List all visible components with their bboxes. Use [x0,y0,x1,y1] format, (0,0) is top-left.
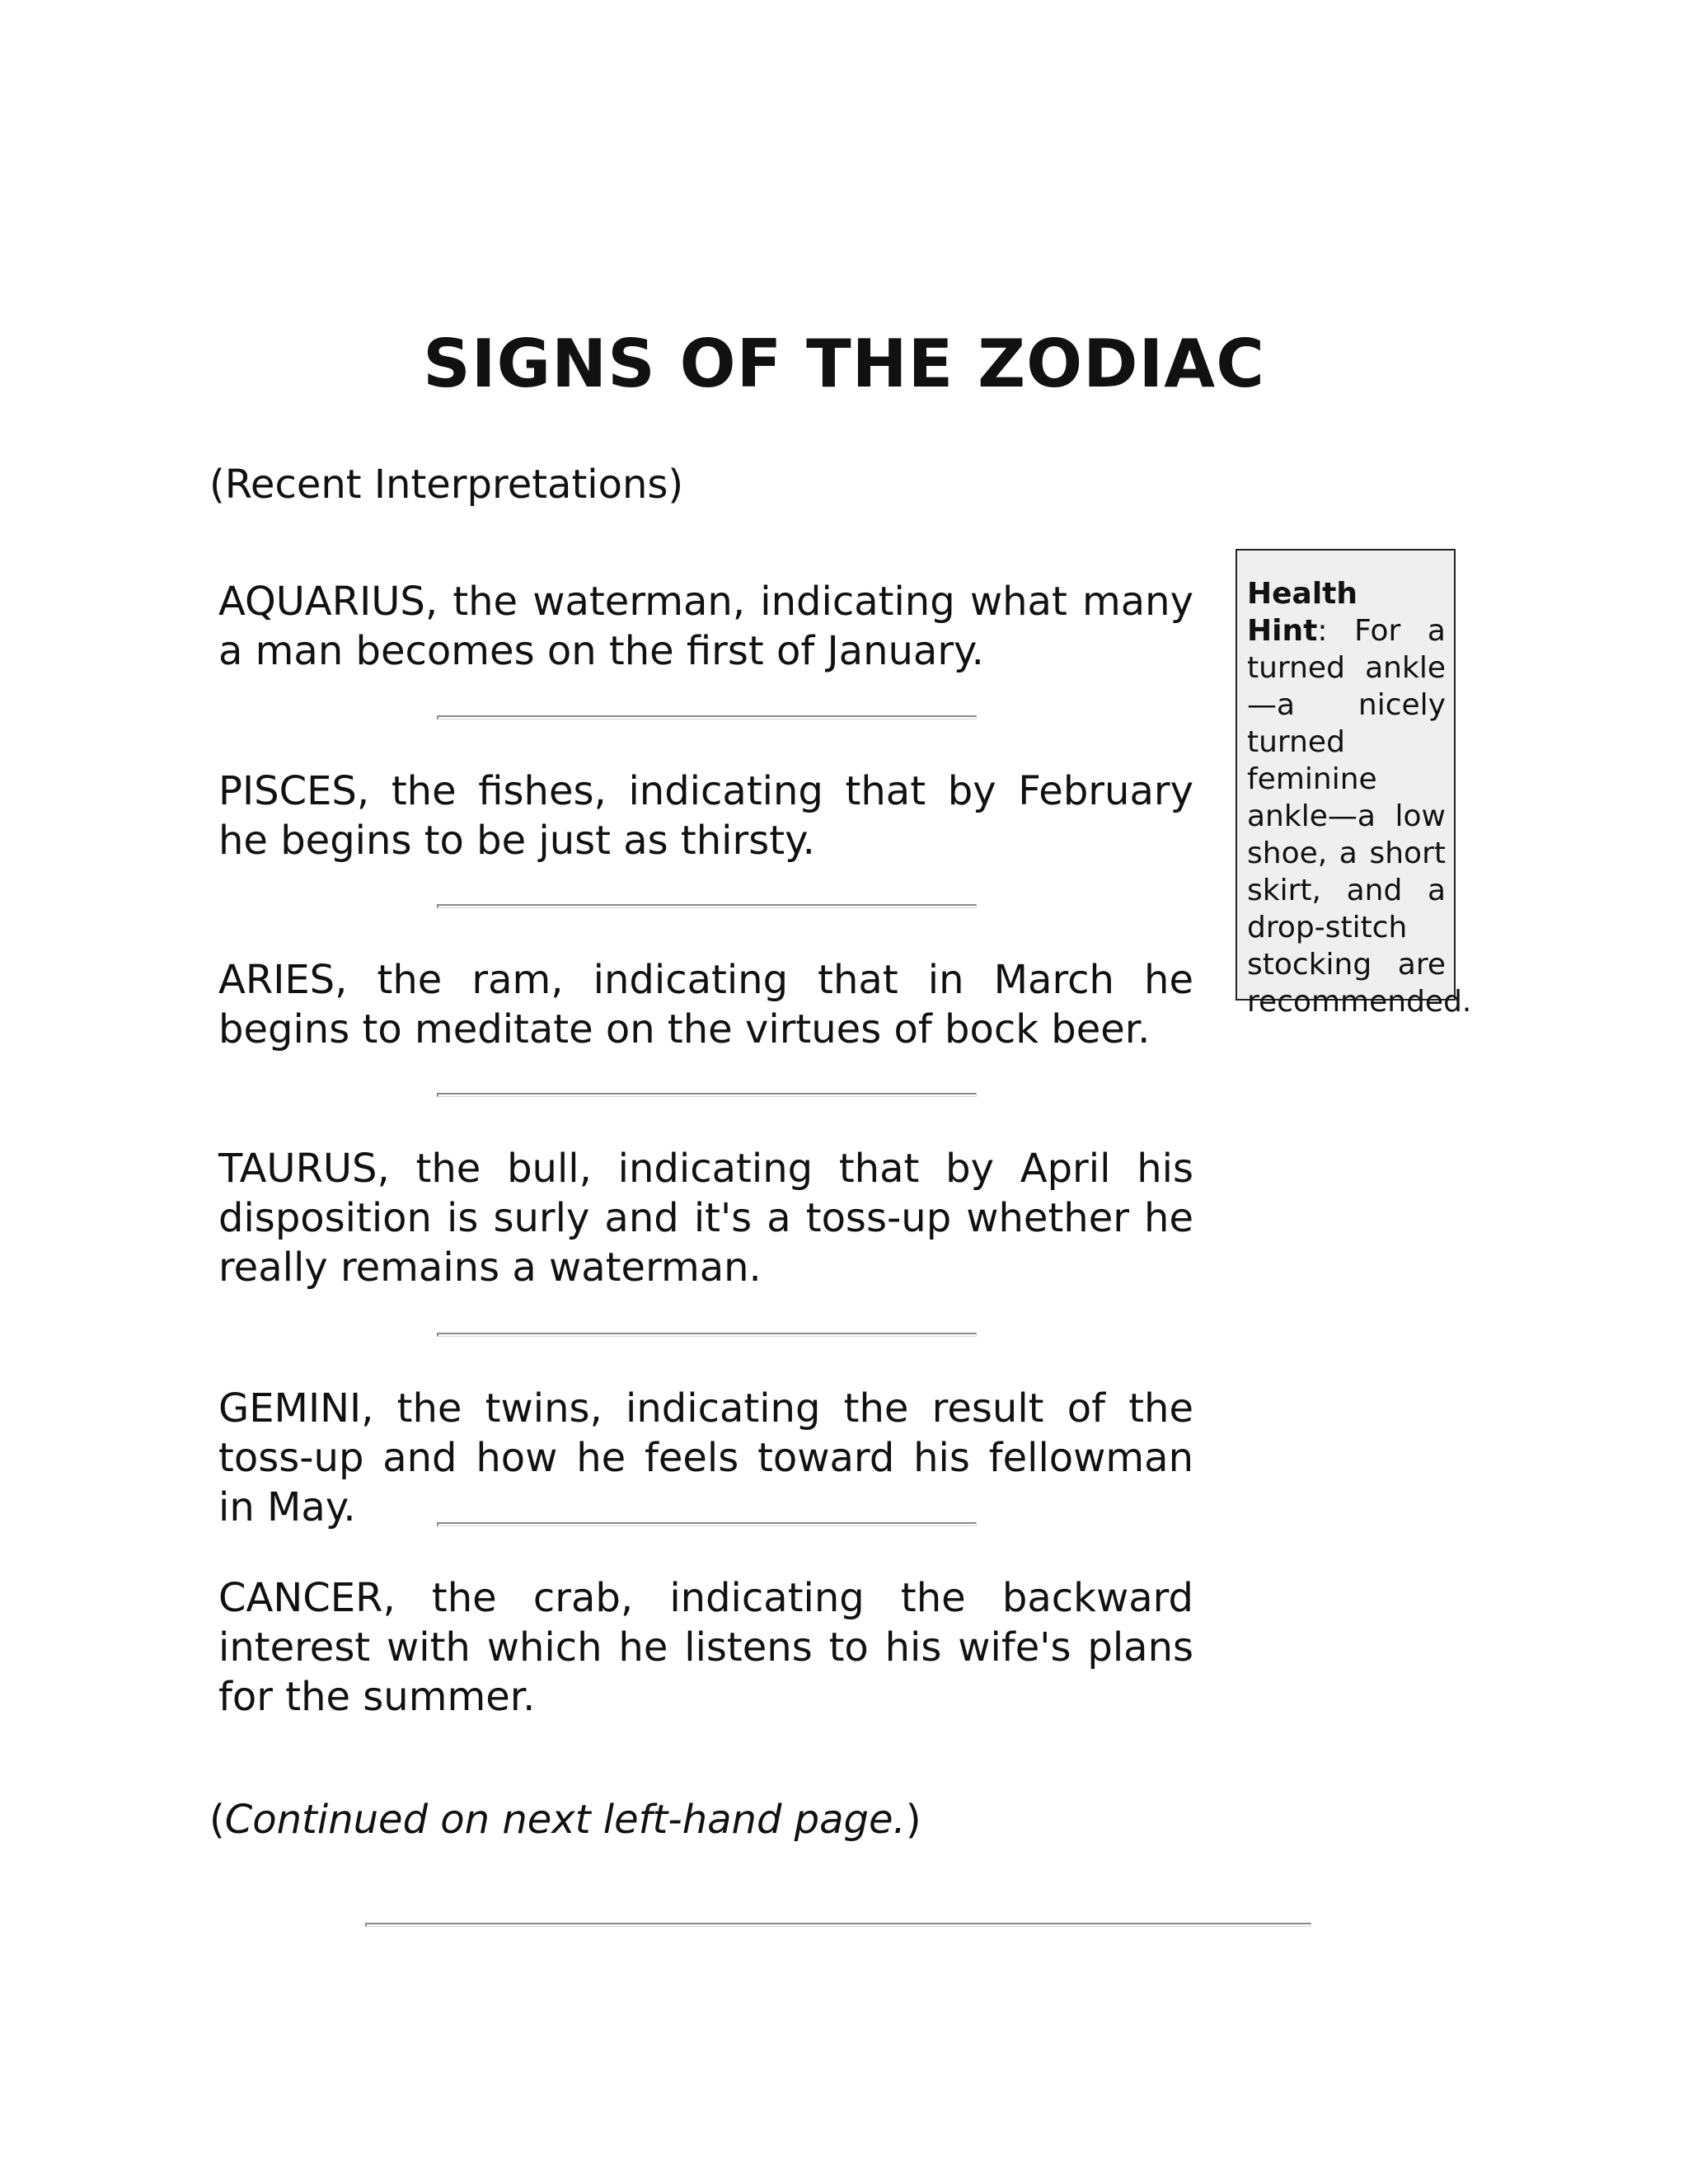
continued-text: Continued on next left-hand page. [224,1797,906,1843]
sign-aquarius: AQUARIUS, the waterman, indicating what many a man becomes on the first of January. [218,579,1193,674]
continued-note [209,1797,921,1843]
section-divider [437,1333,977,1337]
health-hint-colon: : [1317,614,1328,648]
health-hint-box [1236,549,1472,1019]
health-hint-body: For a turned ankle—a nicely turned feminine ankle—a low shoe, a short skirt, and a drop-stitch stocking are recommended. [1247,614,1472,1019]
section-divider [437,1093,977,1097]
section-divider [437,1522,977,1526]
page-title: SIGNS OF THE ZODIAC [423,326,1265,402]
sign-gemini: GEMINI, the twins, indicating the result of the toss-up and how he feels toward his fellowman in May. [218,1385,1193,1530]
section-divider [437,715,977,719]
sign-aries: ARIES, the ram, indicating that in March he begins to meditate on the virtues of bock beer. [218,957,1193,1052]
sign-taurus: TAURUS, the bull, indicating that by April his disposition is surly and it's a toss-up whether he really remains a waterman. [218,1146,1193,1291]
continued-close-paren: ) [905,1797,921,1843]
page-subtitle: (Recent Interpretations) [209,462,684,508]
page-end-divider [365,1923,1311,1927]
health-hint-title: Health Hint [1247,577,1358,648]
continued-open-paren: ( [209,1797,225,1843]
sign-pisces: PISCES, the fishes, indicating that by February he begins to be just as thirsty. [218,768,1193,864]
section-divider [437,904,977,908]
sign-cancer: CANCER, the crab, indicating the backward interest with which he listens to his wife's plans for the summer. [218,1575,1193,1720]
